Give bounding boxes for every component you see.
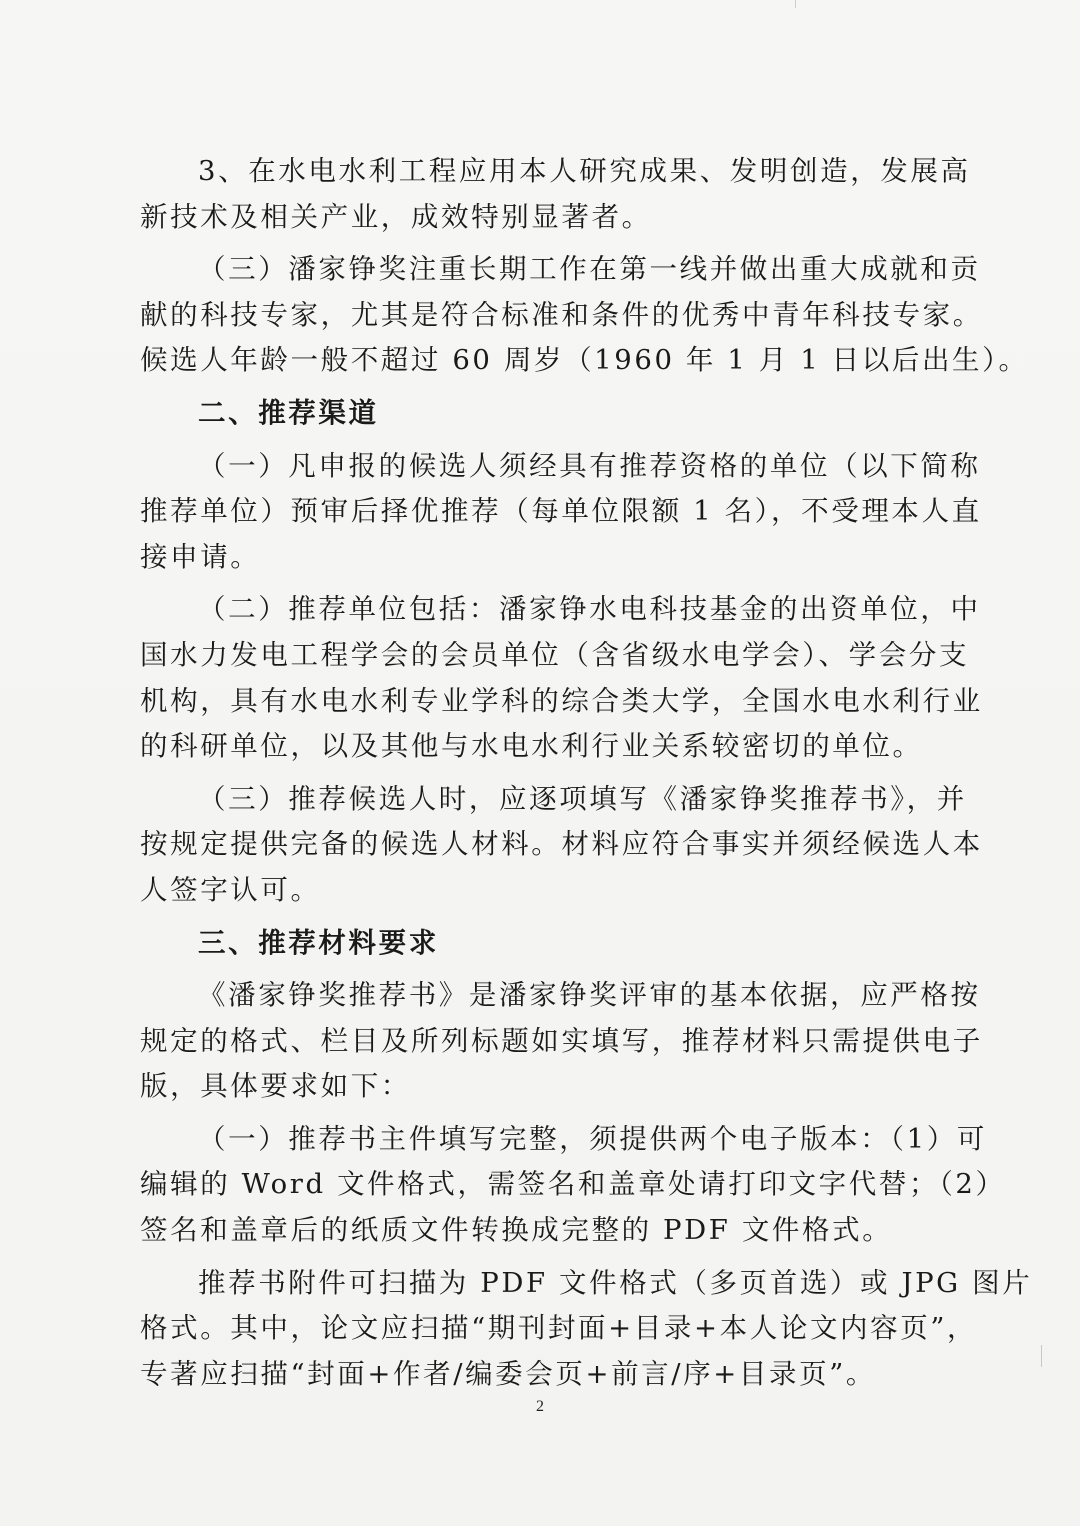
section-heading: 三、推荐材料要求 <box>198 926 439 959</box>
document-body <box>140 142 1033 1397</box>
page-number: 2 <box>536 1398 544 1415</box>
text-line: 签名和盖章后的纸质文件转换成完整的 PDF 文件格式。 <box>140 1214 893 1247</box>
text-line: 机构，具有水电水利专业学科的综合类大学，全国水电水利行业 <box>140 684 983 717</box>
text-line: 人签字认可。 <box>140 873 321 906</box>
paragraph-section-1-3 <box>140 247 1029 384</box>
text-line: 格式。其中，论文应扫描“期刊封面+目录+本人论文内容页”， <box>140 1312 978 1345</box>
paragraph-attachments <box>140 1261 1033 1398</box>
text-line: 按规定提供完备的候选人材料。材料应符合事实并须经候选人本 <box>140 828 983 861</box>
text-line: 编辑的 Word 文件格式，需签名和盖章处请打印文字代替；（2） <box>140 1168 1006 1201</box>
text-line: 专著应扫描“封面+作者/编委会页+前言/序+目录页”。 <box>140 1357 876 1390</box>
heading-recommendation-channels <box>140 391 940 437</box>
text-line: 《潘家铮奖推荐书》是潘家铮奖评审的基本依据，应严格按 <box>198 979 981 1012</box>
text-line: 规定的格式、栏目及所列标题如实填写，推荐材料只需提供电子 <box>140 1024 983 1057</box>
scan-artifact <box>795 0 796 8</box>
text-line: （三）潘家铮奖注重长期工作在第一线并做出重大成就和贡 <box>198 253 981 286</box>
text-line: 献的科技专家，尤其是符合标准和条件的优秀中青年科技专家。 <box>140 298 983 331</box>
paragraph-section-2-2 <box>140 587 983 769</box>
scan-artifact <box>1041 1345 1042 1367</box>
text-line: 推荐书附件可扫描为 PDF 文件格式（多页首选）或 JPG 图片 <box>198 1266 1033 1299</box>
text-line: （一）凡申报的候选人须经具有推荐资格的单位（以下简称 <box>198 449 981 482</box>
text-line: （一）推荐书主件填写完整，须提供两个电子版本：（1）可 <box>198 1122 987 1155</box>
paragraph-section-2-1 <box>140 444 982 581</box>
text-line: 版，具体要求如下： <box>140 1070 411 1103</box>
text-line: 的科研单位，以及其他与水电水利行业关系较密切的单位。 <box>140 730 923 763</box>
paragraph-section-3-1 <box>140 1117 1006 1254</box>
text-line: 3、在水电水利工程应用本人研究成果、发明创造，发展高 <box>198 155 971 187</box>
heading-material-requirements <box>140 921 940 967</box>
text-line: 候选人年龄一般不超过 60 周岁（1960 年 1 月 1 日以后出生）。 <box>140 344 1029 377</box>
text-line: 新技术及相关产业，成效特别显著者。 <box>140 200 652 233</box>
text-line: 推荐单位）预审后择优推荐（每单位限额 1 名），不受理本人直 <box>140 495 982 528</box>
text-line: （二）推荐单位包括：潘家铮水电科技基金的出资单位，中 <box>198 593 981 626</box>
paragraph-section-2-3 <box>140 777 983 914</box>
text-line: 接申请。 <box>140 540 261 573</box>
section-heading: 二、推荐渠道 <box>198 396 379 429</box>
paragraph-section-3-intro <box>140 973 983 1110</box>
text-line: （三）推荐候选人时，应逐项填写《潘家铮奖推荐书》，并 <box>198 782 967 815</box>
text-line: 国水力发电工程学会的会员单位（含省级水电学会）、学会分支 <box>140 638 970 671</box>
paragraph-criteria-3 <box>140 149 971 240</box>
